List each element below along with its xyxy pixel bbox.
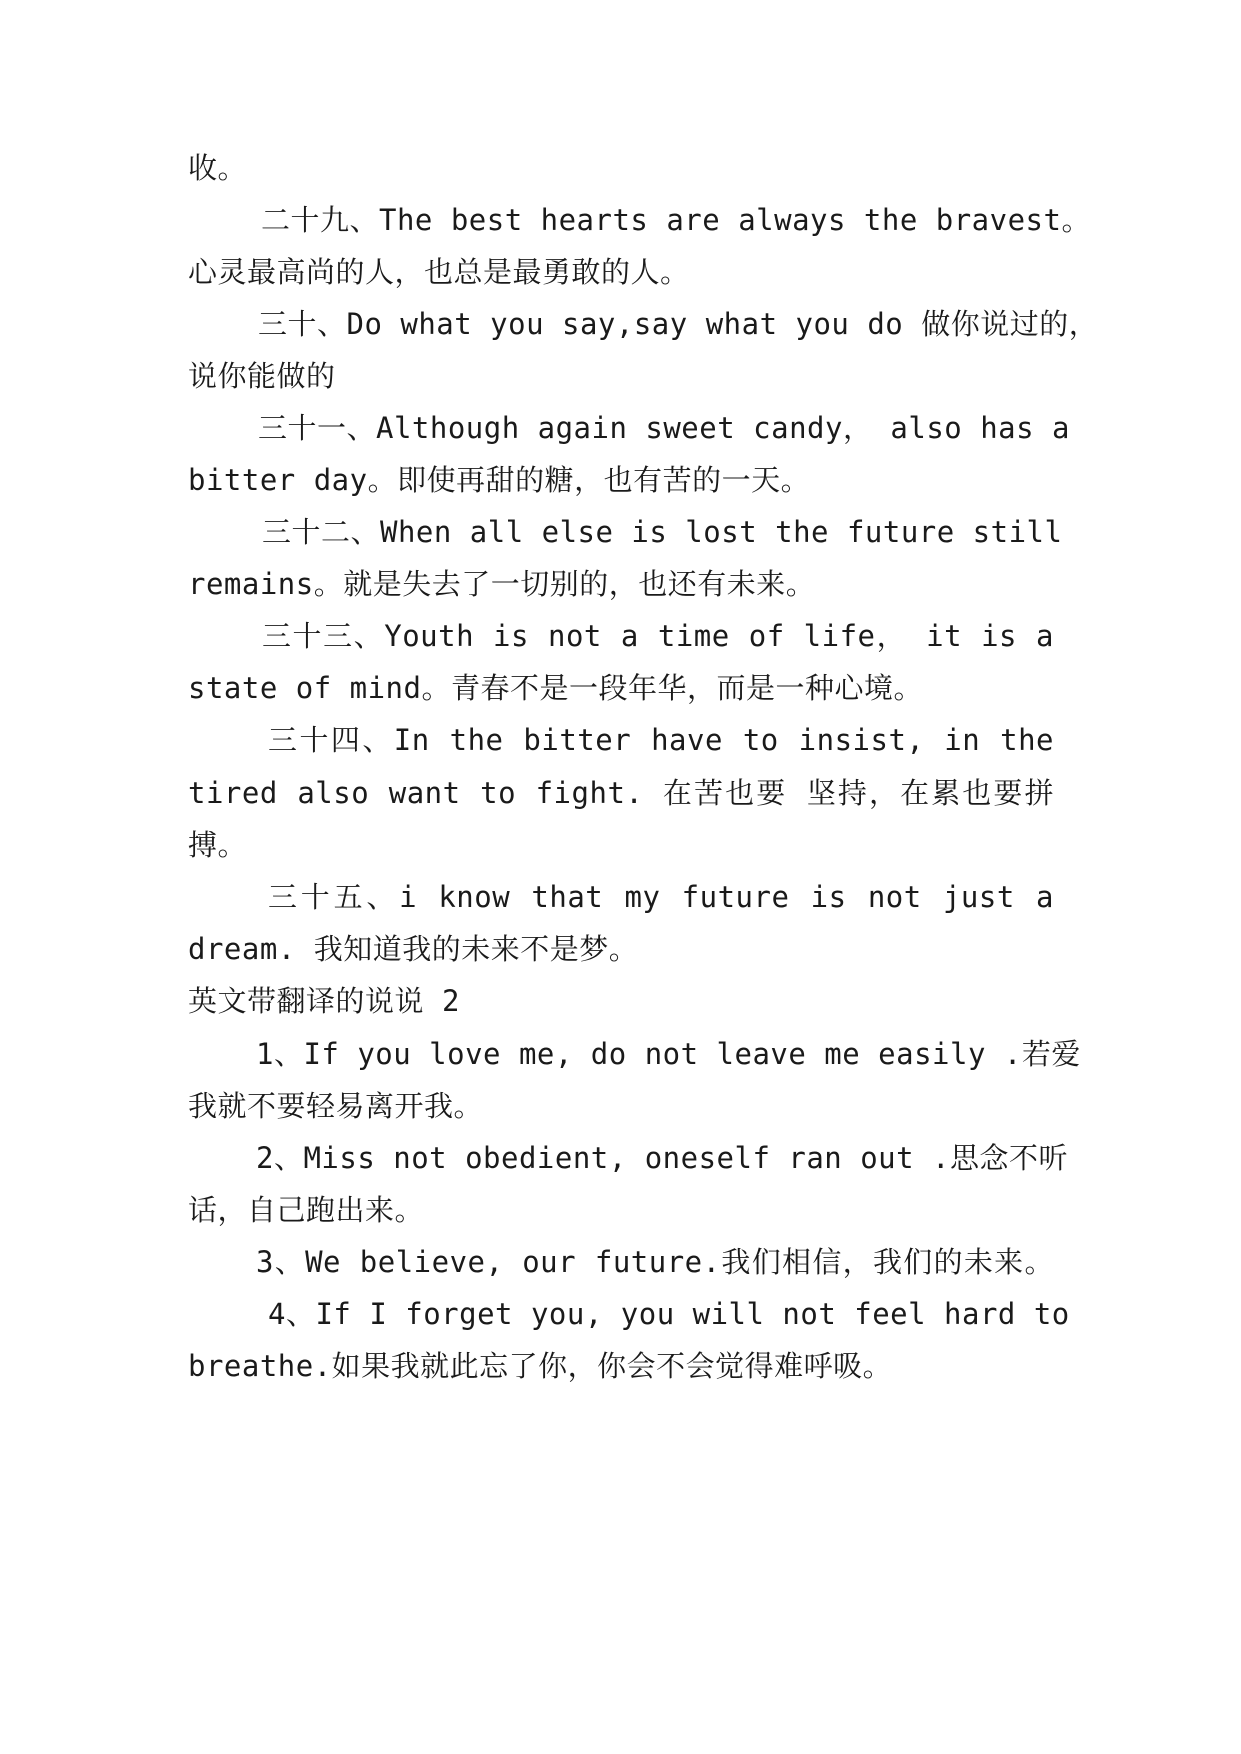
text-line: 二十九、The best hearts are always the bravest。 [261,203,1091,237]
text-line: remains。就是失去了一切别的，也还有未来。 [188,567,816,601]
text-line: 我就不要轻易离开我。 [188,1089,484,1123]
text-line: 3、We believe, our future.我们相信，我们的未来。 [256,1245,1054,1279]
text-line: 心灵最高尚的人，也总是最勇敢的人。 [188,255,690,289]
text-line: 三十五、i know that my future is not just a [268,880,1054,914]
text-line: 三十、Do what you say,say what you do 做你说过的， [258,307,1099,341]
text-line: 三十一、Although again sweet candy， also has a [258,411,1071,445]
text-line: 三十三、Youth is not a time of life， it is a [262,619,1054,653]
text-line: 三十二、When all else is lost the future still [262,515,1063,549]
text-line: 1、If you love me, do not leave me easily .若爱 [256,1037,1081,1071]
text-line: 三十四、In the bitter have to insist, in the [268,723,1054,757]
text-line: breathe.如果我就此忘了你，你会不会觉得难呼吸。 [188,1349,893,1383]
text-line: tired also want to fight. 在苦也要 坚持，在累也要拼 [188,776,1054,810]
text-line: 搏。 [188,828,248,862]
text-line: 收。 [188,151,248,185]
text-line: bitter day。即使再甜的糖，也有苦的一天。 [188,463,811,497]
text-line: state of mind。青春不是一段年华，而是一种心境。 [188,671,923,705]
text-line: 4、If I forget you, you will not feel hard to [268,1297,1070,1331]
section-heading: 英文带翻译的说说 2 [188,984,460,1018]
text-line: 话，自己跑出来。 [188,1193,425,1227]
text-line: dream. 我知道我的未来不是梦。 [188,932,639,966]
text-line: 2、Miss not obedient, oneself ran out .思念不听 [256,1141,1069,1175]
text-line: 说你能做的 [188,359,336,393]
